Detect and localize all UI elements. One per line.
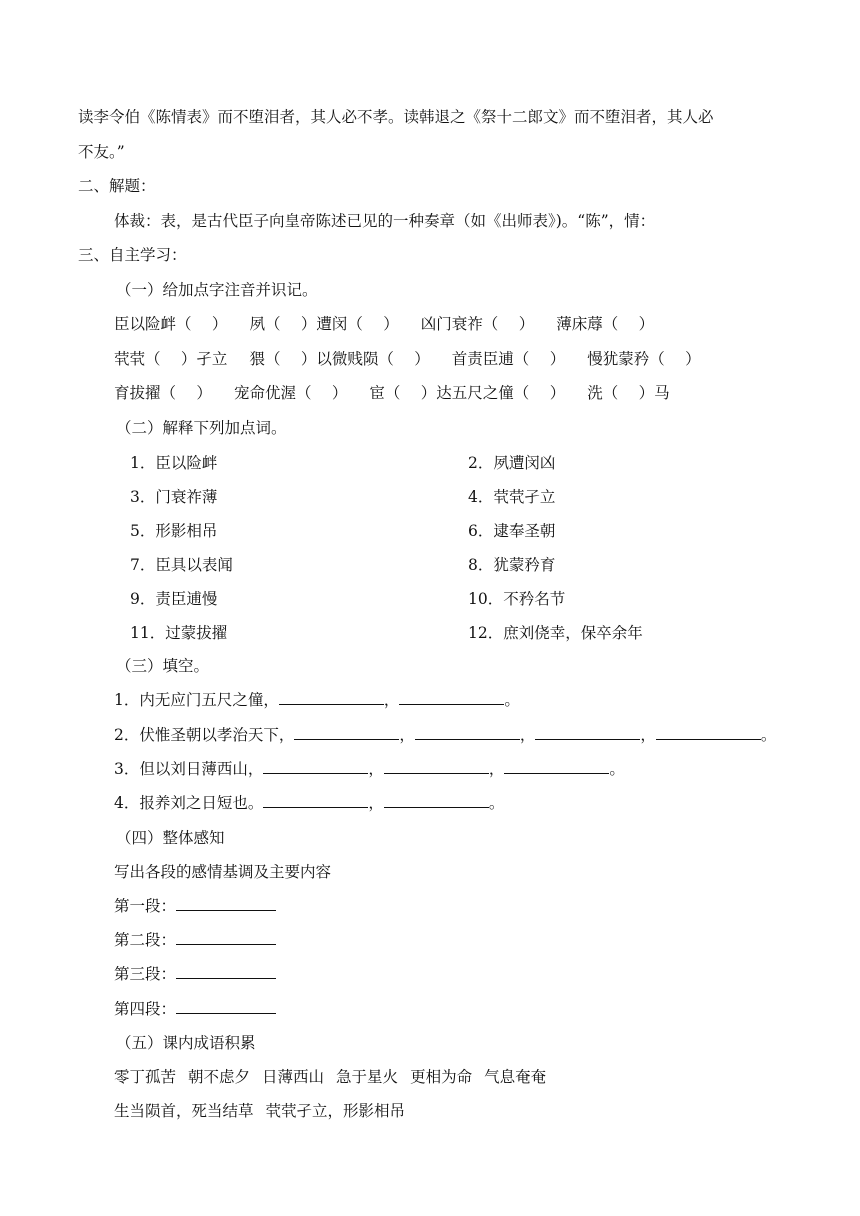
part-3-title: （三）填空。: [116, 657, 210, 675]
answer-blank[interactable]: [656, 725, 761, 740]
explain-item-6: 6．逮奉圣朝: [468, 522, 556, 540]
punct: ，: [399, 726, 415, 744]
pinyin-row-3: [114, 383, 670, 403]
explain-item-9: 9．责臣逋慢: [130, 590, 218, 608]
idiom: 零丁孤苦: [114, 1068, 177, 1086]
answer-blank[interactable]: [279, 690, 384, 705]
pinyin-item: 茕茕（ ）孑立: [114, 350, 228, 368]
answer-blank[interactable]: [415, 725, 520, 740]
intro-line-2: 不友。”: [78, 143, 125, 161]
punct: ，: [519, 726, 536, 744]
answer-blank[interactable]: [176, 896, 276, 911]
explain-item-11: 11．过蒙拔擢: [130, 624, 228, 642]
idiom: 气息奄奄: [484, 1068, 547, 1086]
pinyin-item: 宦（ ）达五尺之僮（ ）: [369, 384, 566, 402]
idiom: 茕茕孑立，形影相吊: [265, 1102, 406, 1120]
explain-item-4: 4．茕茕孑立: [468, 488, 556, 506]
part-4-instruction: 写出各段的感情基调及主要内容: [114, 863, 332, 881]
idiom: 生当陨首，死当结草: [114, 1102, 254, 1120]
part-2-title: （二）解释下列加点词。: [116, 419, 287, 437]
pinyin-item: 育拔擢（ ）: [114, 384, 212, 402]
explain-item-12: 12．庶刘侥幸，保卒余年: [468, 624, 643, 642]
answer-blank[interactable]: [176, 999, 276, 1014]
punct: ，: [488, 760, 505, 778]
pinyin-item: 夙（ ）遭闵（ ）: [249, 315, 399, 333]
answer-blank[interactable]: [294, 725, 399, 740]
paragraph-3-answer: [114, 964, 276, 984]
pinyin-row-2: [114, 349, 701, 369]
fill-question-1: [114, 690, 520, 710]
section-2-genre-text: 体裁：表，是古代臣子向皇帝陈述已见的一种奏章（如《出师表》)。“陈”，情：: [114, 212, 656, 230]
paragraph-2-answer: [114, 930, 276, 950]
question-text: 4．报养刘之日短也。: [114, 794, 264, 812]
answer-blank[interactable]: [535, 725, 640, 740]
pinyin-item: 凶门衰祚（ ）: [420, 315, 535, 333]
punct: ，: [640, 726, 656, 744]
punct: ，: [383, 691, 400, 709]
punct: 。: [609, 760, 625, 778]
fill-question-2: [114, 725, 776, 745]
idiom: 急于星火: [336, 1068, 399, 1086]
idioms-row-2: [114, 1101, 405, 1121]
explain-item-8: 8．犹蒙矜育: [468, 556, 556, 574]
pinyin-item: 慢犹蒙矜（ ）: [587, 350, 701, 368]
paragraph-4-answer: [114, 999, 276, 1019]
punct: ，: [368, 760, 384, 778]
paragraph-label: 第三段：: [114, 965, 177, 983]
pinyin-item: 猥（ ）以微贱陨（ ）: [249, 350, 430, 368]
explain-item-7: 7．臣具以表闻: [130, 556, 233, 574]
part-5-title: （五）课内成语积累: [116, 1034, 256, 1052]
punct: 。: [504, 691, 520, 709]
answer-blank[interactable]: [263, 759, 368, 774]
pinyin-item: 臣以险衅（ ）: [114, 315, 228, 333]
idiom: 朝不虑夕: [188, 1068, 251, 1086]
part-4-title: （四）整体感知: [116, 829, 225, 847]
answer-blank[interactable]: [384, 793, 489, 808]
paragraph-label: 第四段：: [114, 1000, 177, 1018]
punct: 。: [488, 794, 505, 812]
punct: 。: [760, 726, 777, 744]
answer-blank[interactable]: [176, 930, 276, 945]
idiom: 日薄西山: [262, 1068, 325, 1086]
answer-blank[interactable]: [384, 759, 489, 774]
answer-blank[interactable]: [399, 690, 504, 705]
answer-blank[interactable]: [504, 759, 609, 774]
fill-question-3: [114, 759, 625, 779]
fill-question-4: [114, 793, 504, 813]
explain-item-1: 1．臣以险衅: [130, 454, 218, 472]
question-text: 3．但以刘日薄西山，: [114, 760, 264, 778]
intro-line-1: 读李令伯《陈情表》而不堕泪者，其人必不孝。读韩退之《祭十二郎文》而不堕泪者，其人必: [78, 108, 714, 126]
explain-item-2: 2．夙遭闵凶: [468, 454, 556, 472]
answer-blank[interactable]: [263, 793, 368, 808]
pinyin-row-1: [114, 314, 654, 334]
explain-item-10: 10．不矜名节: [468, 590, 566, 608]
pinyin-item: 洗（ ）马: [587, 384, 670, 402]
question-text: 2．伏惟圣朝以孝治天下，: [114, 726, 295, 744]
idiom: 更相为命: [410, 1068, 473, 1086]
section-3-heading: 三、自主学习：: [78, 246, 187, 264]
pinyin-item: 薄床蓐（ ）: [556, 315, 655, 333]
punct: ，: [368, 794, 384, 812]
section-2-heading: 二、解题：: [78, 177, 156, 195]
paragraph-label: 第二段：: [114, 931, 177, 949]
answer-blank[interactable]: [176, 964, 276, 979]
pinyin-item: 宠命优渥（ ）: [233, 384, 348, 402]
paragraph-label: 第一段：: [114, 897, 177, 915]
part-1-title: （一）给加点字注音并识记。: [116, 281, 318, 299]
explain-item-3: 3．门衰祚薄: [130, 488, 218, 506]
paragraph-1-answer: [114, 896, 276, 916]
explain-item-5: 5．形影相吊: [130, 522, 218, 540]
pinyin-item: 首责臣逋（ ）: [451, 350, 566, 368]
idioms-row-1: [114, 1067, 546, 1087]
question-text: 1．内无应门五尺之僮，: [114, 691, 279, 709]
